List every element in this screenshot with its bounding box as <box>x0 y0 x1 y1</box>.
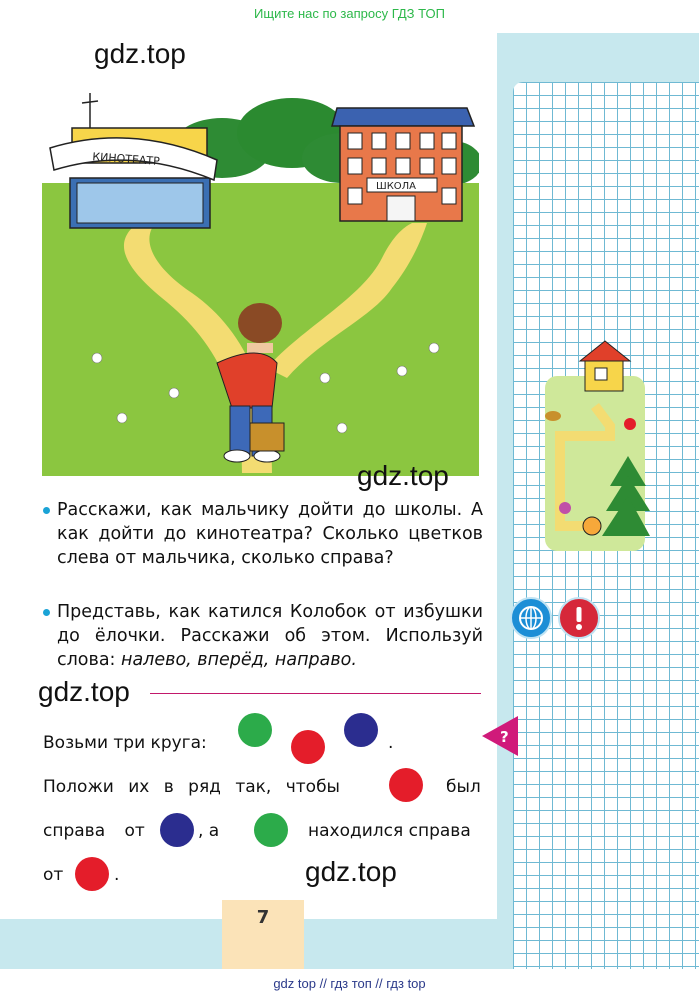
exclamation-icon-svg <box>560 599 598 637</box>
watermark: gdz.top <box>94 38 186 69</box>
town-illustration <box>42 88 479 476</box>
task-line-1-end: . <box>388 733 394 753</box>
task-line-3: справа от <box>43 821 145 841</box>
page-number: 7 <box>256 907 270 928</box>
red-circle <box>389 768 423 802</box>
globe-icon-svg <box>512 599 550 637</box>
section-divider <box>150 693 481 694</box>
task-line-2-end: был <box>446 777 481 797</box>
blue-circle <box>160 813 194 847</box>
bullet-task-1 <box>43 498 483 570</box>
red-circle <box>291 730 325 764</box>
school-sign: ШКОЛА <box>376 181 417 192</box>
top-banner: Ищите нас по запросу ГДЗ ТОП <box>254 6 445 21</box>
green-circle <box>254 813 288 847</box>
task-line-4: от <box>43 865 64 885</box>
bullet-text: Представь, как катился Колобок от избушки до ёлочки. Расскажи об этом. Используй слова: <box>57 602 483 670</box>
cinema-sign: КИНОТЕАТР <box>91 150 161 168</box>
footer-links[interactable]: gdz top // гдз топ // гдз top <box>273 976 426 991</box>
task-line-3-mid: , а <box>198 821 220 841</box>
watermark: gdz.top <box>357 460 449 491</box>
bullet-text-container <box>43 600 483 672</box>
task-line-4-end: . <box>114 865 120 885</box>
kolobok-path-picture <box>540 336 650 554</box>
school-building <box>332 108 474 221</box>
bullet-dot <box>43 507 50 514</box>
svg-text:?: ? <box>500 728 509 746</box>
exclamation-icon[interactable] <box>558 597 600 639</box>
bullet-text: Расскажи, как мальчику дойти до школы. А как дойти до кинотеатра? Сколько цветков слева от мальчика, сколько справа? <box>57 500 483 568</box>
green-circle <box>238 713 272 747</box>
watermark: gdz.top <box>38 676 130 707</box>
task-line-3-end: находился справа <box>308 821 471 841</box>
bullet-dot <box>43 609 50 616</box>
red-circle <box>75 857 109 891</box>
blue-circle <box>344 713 378 747</box>
task-line-2: Положи их в ряд так, чтобы <box>43 777 340 797</box>
question-icon[interactable] <box>482 716 518 756</box>
globe-icon[interactable] <box>510 597 552 639</box>
bullet-italic-words: налево, вперёд, направо. <box>121 650 357 670</box>
task-line-1: Возьми три круга: <box>43 733 207 753</box>
watermark: gdz.top <box>305 856 397 887</box>
bullet-task-2 <box>43 600 483 672</box>
